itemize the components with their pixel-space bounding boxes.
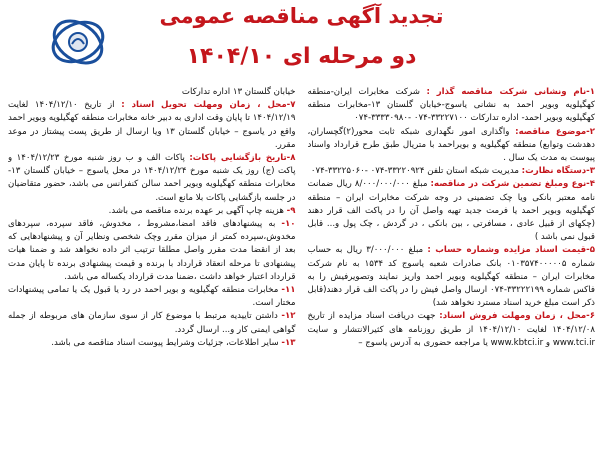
- clause-8: [8, 152, 296, 205]
- clause-2: [308, 126, 596, 166]
- clause-10: [8, 218, 296, 284]
- clause-label: ۹-: [286, 205, 296, 216]
- clause-1: [308, 86, 596, 126]
- ad-header: [0, 0, 603, 86]
- clause-text: هزینه چاپ آگهی بر عهده برنده مناقصه می باشد.: [108, 205, 284, 216]
- clause-label: ۳-دستگاه نظارت:: [521, 166, 595, 177]
- clause-label: ۷-محل ، زمان ومهلت تحویل اسناد :: [121, 100, 296, 111]
- ad-title: تجدید آگهی مناقصه عمومی: [159, 4, 444, 28]
- clause-13: [8, 337, 296, 350]
- clause-text: سایر اطلاعات، جزئیات وشرایط پیوست اسناد مناقصه می باشد.: [51, 337, 279, 348]
- clause-label: ۱۱-: [281, 285, 296, 296]
- clause-label: ۲-موضوع مناقصه:: [515, 126, 595, 137]
- clause-11: [8, 284, 296, 310]
- clause-label: ۱۰-: [281, 219, 296, 230]
- telecom-company-logo-icon: [46, 10, 110, 74]
- clause-text: از تاریخ ۱۴۰۴/۱۲/۱۰ لغایت ۱۴۰۴/۱۲/۱۹ تا پایان وقت اداری به دبیر خانه مخابرات منطقه کهگیلویه وبویر احمد واقع در یاسوج – خیابان گلستان ۱۳ ویا ارسال از طریق پست پیشتاز در موعد مقرر.: [8, 100, 296, 150]
- left-column: [8, 86, 296, 446]
- clause-12: [8, 310, 296, 336]
- clause-text: جهت دریافت اسناد مزایده از تاریخ ۱۴۰۴/۱۲/۰۸ لغایت ۱۴۰۴/۱۲/۱۰ از طریق روزنامه های کثیرالانتشار و سایت www.tci.ir و www.kbtci.ir یا مراجعه حضوری به آدرس یاسوج –: [307, 311, 595, 348]
- clause-label: ۸-تاریخ بازگشایی پاکات:: [189, 153, 296, 164]
- clause-5: [308, 244, 596, 310]
- ad-columns: [8, 86, 595, 446]
- clause-label: ۶-محل ، زمان ومهلت فروش اسناد:: [439, 311, 595, 322]
- clause-text: مبلغ ۸/۰۰۰/۰۰۰/۰۰۰ ریال ضمانت نامه معتبر بانکی ویا چک تضمینی در وجه شرکت مخابرات ایران – منطقه کهگیلویه وبویر احمد یا فرمت جدید تهیه واصل آن را در پاکت الف قرار دهند (چکهای از قبیل عادی ، مسافرتی ، بین بانکی ، در گردش ، چک پول و... قابل قبول نمی باشد ): [307, 179, 595, 243]
- clause-text: مدیریت شبکه استان تلفن ۳۳۲۲۰۹۲۴-۰۷۴ -۳۳۲۲۵۰۶۰-۰۷۴: [310, 166, 519, 177]
- ad-subtitle: دو مرحله ای ۱۴۰۴/۱۰: [186, 44, 417, 69]
- clause-9: [8, 205, 296, 218]
- right-column: [308, 86, 596, 446]
- clause-6: [308, 310, 596, 350]
- clause-label: ۱۲-: [281, 311, 296, 322]
- clause-7: [8, 99, 296, 152]
- clause-text: واگذاری امور نگهداری شبکه ثابت محور(۲)گچساران، دهدشت وتوابع) منطقه کهگیلویه و بویراحمد با متریال طبق طرح قرارداد واسناد پیوست به مدت یک سال .: [307, 126, 595, 164]
- clause-text: پاکات الف و ب روز شنبه مورخ ۱۴۰۴/۱۲/۲۳ و پاکت (ج) روز یک شنبه مورخ ۱۴۰۴/۱۲/۲۴ در محل یاسوج – خیابان گلستان ۱۳- مخابرات منطقه کهگیلویه وبویر احمد سالن کنفرانس می باشد، حضور متقاضیان در جلسه بازگشایی پاکات بلا مانع است.: [8, 153, 296, 203]
- clause-label: ۱۳-: [281, 337, 296, 348]
- clause-3: [308, 165, 596, 178]
- left-column-intro: خیابان گلستان ۱۳ اداره تدارکات: [181, 87, 296, 97]
- clause-4: [308, 178, 596, 244]
- clause-label: ۴-نوع ومبلغ تضمین شرکت در مناقصه:: [430, 179, 595, 190]
- clause-text: به پیشنهادهای فاقد امضا،مشروط ، مخدوش، فاقد سپرده، سپردهای مخدوش،سپرده کمتر از میزان مقرر وچک شخصی ونظایر آن و پیشنهادهایی که بعد از انقضا مدت مقرر واصل مطلقا ترتیب اثر داده نخواهد شد و ضمنا هیات پیشنهادی تا مرحله انعقاد قرارداد با برنده و قیمت پیشنهادی برنده تا پایان مدت قرارداد اعتبار خواهد داشت ،ضمنا مدت قرارداد یکساله می باشد.: [8, 219, 296, 282]
- clause-label: ۵-قیمت اسناد مزایده وشماره حساب :: [427, 245, 595, 256]
- clause-text: مبلغ ۳/۰۰۰/۰۰۰ ریال به حساب شماره ۰۱۰۳۵۷۴۰۰۰۰۰۵ بانک صادرات شعبه یاسوج کد ۱۵۳۴ به نام شرکت مخابرات ایران – منطقه کهگیلویه وبویر احمد واریز نمایند وتصویرفیش را به فاکس شماره ۳۳۲۲۲۱۹۹-۰۷۴ ارسال واصل فیش را در پاکت الف قرار دهند(قابل ذکر است مبلغ خرید اسناد مسترد نخواهد شد): [307, 245, 595, 309]
- clause-label: ۱-نام ونشانی شرکت مناقصه گذار :: [426, 87, 595, 97]
- clause-text: مخابرات منطقه کهگیلویه و بویر احمد در رد یا قبول یک یا تمامی پیشنهادات مختار است.: [8, 285, 296, 309]
- clause-text: شرکت مخابرات ایران-منطقه کهگیلویه وبویر احمد به نشانی یاسوج-خیابان گلستان ۱۳-مخابرات منطقه کهگیلویه وبویر احمد- اداره تدارکات ۳۳۲۲۷۱۰۰-۰۷۴ -۳۳۳۳۰۹۸۰-۰۷۴: [307, 87, 595, 124]
- clause-text: داشتن تاییدیه مرتبط با موضوع کار از سوی سازمان های مربوطه از جمله گواهی ایمنی کار و... ارسال گردد.: [8, 311, 296, 335]
